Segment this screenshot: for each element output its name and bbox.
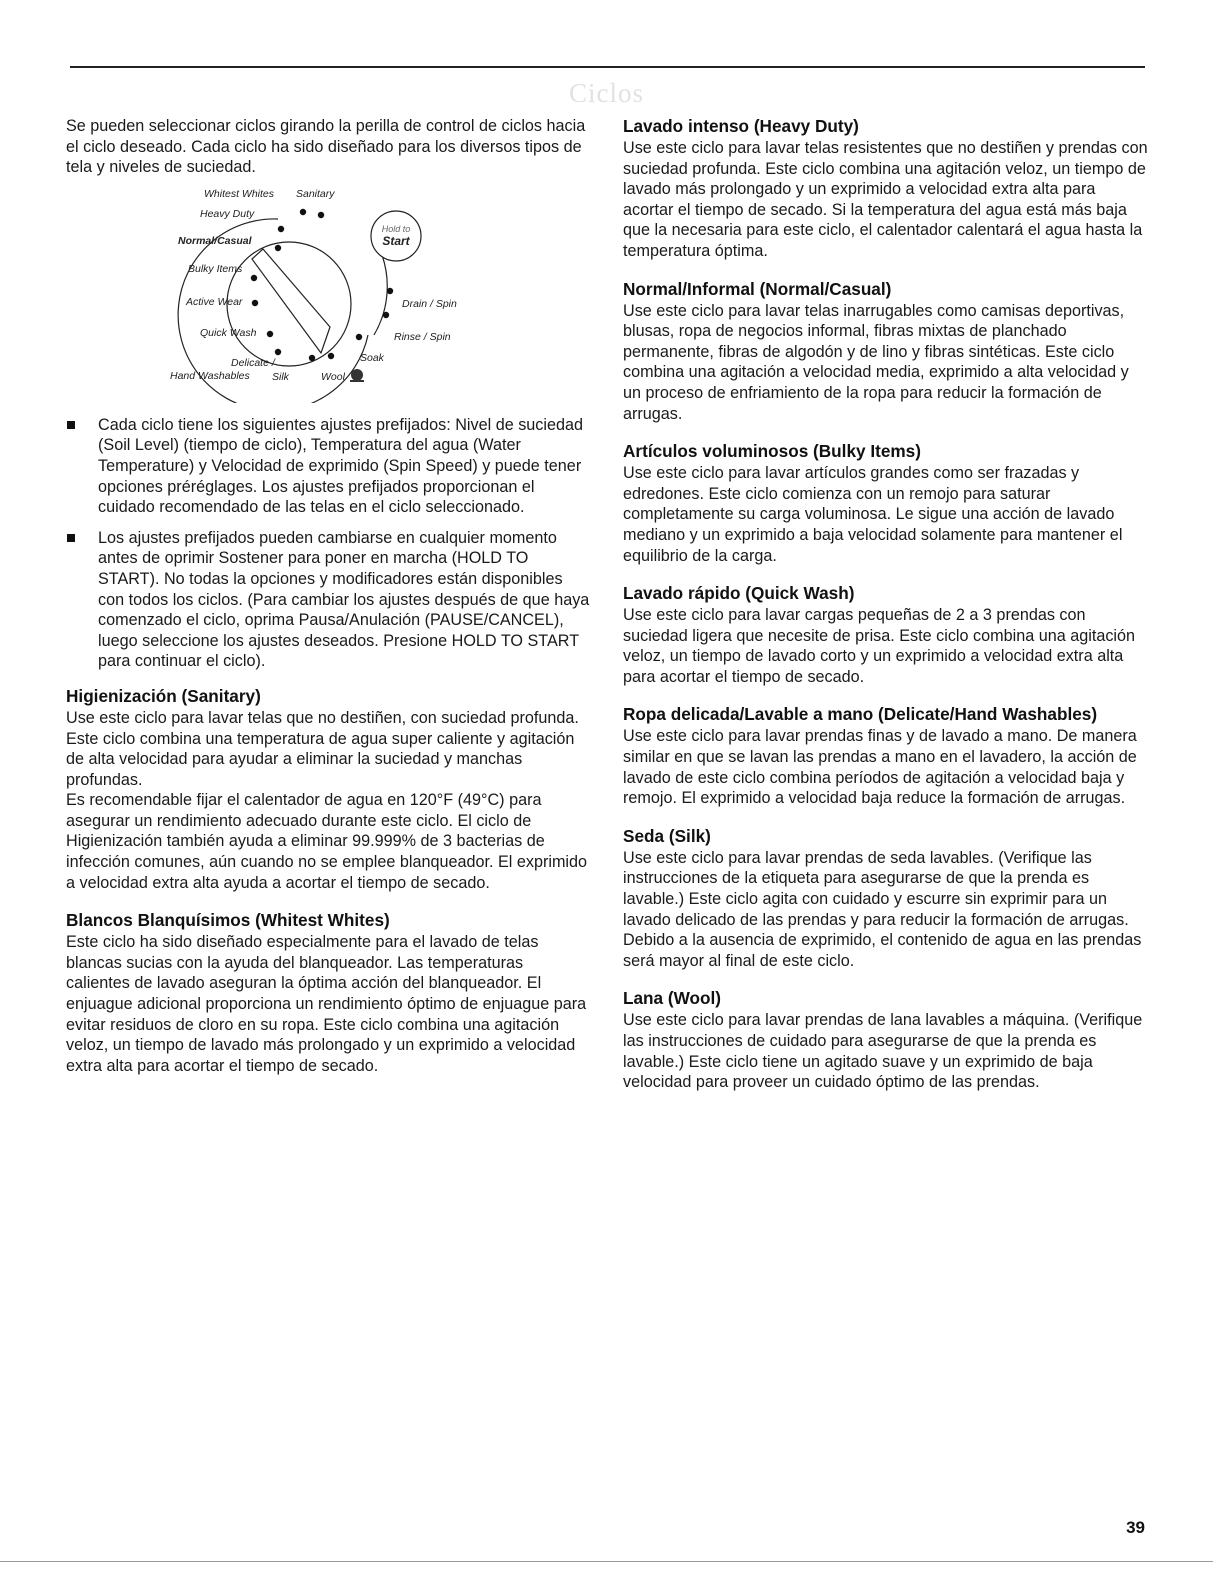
section-bulky-items bbox=[623, 441, 1148, 566]
section-delicate bbox=[623, 704, 1148, 808]
section-heavy-duty bbox=[623, 116, 1148, 262]
section-paragraph: Use este ciclo para lavar telas resistentes que no destiñen y prendas con suciedad profunda. Este ciclo combina una agitación veloz, un tiempo de lavado más prolongado y un exprimido a velocidad extra alta para acortar el tiempo de secado. Si la temperatura del agua está más baja que la necesaria para este ciclo, el calentador calentará el agua hasta la temperatura óptima. bbox=[623, 139, 1148, 260]
label-normal-casual: Normal/Casual bbox=[178, 234, 252, 247]
label-bulky-items: Bulky Items bbox=[188, 262, 243, 275]
section-paragraph: Use este ciclo para lavar telas que no destiñen, con suciedad profunda. Este ciclo combina una temperatura de agua super caliente y agitación de alta velocidad para ayudar a eliminar la suciedad y manchas profundas. bbox=[66, 708, 579, 789]
page-number: 39 bbox=[1126, 1518, 1145, 1537]
list-item: Cada ciclo tiene los siguientes ajustes prefijados: Nivel de suciedad (Soil Level) (tiempo de ciclo), Temperatura del agua (Water Temperature) y Velocidad de exprimido (Spin Speed) y puede tener opciones préréglages. Los ajustes prefijados proporcionan el cuidado recomendado de las telas en el ciclo seleccionado. bbox=[66, 415, 591, 518]
section-quick-wash bbox=[623, 583, 1148, 687]
left-column bbox=[66, 116, 591, 1093]
label-soak: Soak bbox=[360, 351, 384, 364]
dial-outer-ring-right bbox=[374, 255, 387, 335]
section-silk bbox=[623, 826, 1148, 972]
label-wool: Wool bbox=[321, 370, 345, 383]
section-whitest-whites bbox=[66, 910, 591, 1076]
section-paragraph: Use este ciclo para lavar prendas finas y de lavado a mano. De manera similar en que se lavan las prendas a mano en el lavadero, la acción de lavado de este ciclo combina períodos de agitación a velocidad baja y remojo. El exprimido a velocidad baja reduce la formación de arrugas. bbox=[623, 727, 1137, 808]
hold-to-label: Hold to bbox=[381, 223, 411, 234]
section-paragraph: Use este ciclo para lavar prendas de lana lavables a máquina. (Verifique las instrucciones de cuidado para asegurarse de que la prenda es lavable.) Este ciclo tiene un agitado suave y un exprimido de baja velocidad para proveer un cuidado óptimo de las prendas. bbox=[623, 1011, 1143, 1092]
section-heading: Ropa delicada/Lavable a mano (Delicate/Hand Washables) bbox=[623, 704, 1098, 725]
section-paragraph: Use este ciclo para lavar telas inarrugables como camisas deportivas, blusas, ropa de negocios informal, fibras mixtas de planchado permanente, fibras de algodón y de lino y fibras sintéticas. Este ciclo combina una agitación a velocidad media, exprimido a alta velocidad y un proceso de enfriamiento de la ropa para reducir la formación de arrugas. bbox=[623, 301, 1129, 423]
section-heading: Lavado rápido (Quick Wash) bbox=[623, 583, 855, 604]
label-active-wear: Active Wear bbox=[186, 295, 243, 308]
section-normal-casual bbox=[623, 279, 1148, 425]
section-paragraph: Use este ciclo para lavar cargas pequeñas de 2 a 3 prendas con suciedad ligera que necesite de prisa. Este ciclo combina una agitación veloz, un tiempo de lavado corto y un exprimido a velocidad extra alta para acortar el tiempo de secado. bbox=[623, 606, 1136, 686]
page-title: Ciclos bbox=[568, 78, 644, 108]
section-wool bbox=[623, 988, 1148, 1092]
section-paragraph: Es recomendable fijar el calentador de agua en 120°F (49°C) para asegurar un rendimiento adecuado durante este ciclo. El ciclo de Higienización también ayuda a eliminar 99.999% de 3 bacterias de infección comunes, aún cuando no se emplee blanqueador. El exprimido a velocidad extra alta ayuda a acortar el tiempo de secado. bbox=[66, 791, 588, 892]
section-paragraph: Este ciclo ha sido diseñado especialmente para el lavado de telas blancas sucias con la ayuda del blanqueador. Las temperaturas calientes de lavado aseguran la óptima acción del blanqueador. El enjuague adicional proporciona un rendimiento óptimo de enjuague para evitar residuos de cloro en su ropa. Este ciclo combina una agitación veloz, un tiempo de lavado más prolongado y un exprimido a velocidad extra alta para acortar el tiempo de secado. bbox=[66, 933, 587, 1075]
label-quick-wash: Quick Wash bbox=[200, 326, 257, 339]
preset-notes-list bbox=[66, 415, 591, 672]
label-drain-spin: Drain / Spin bbox=[402, 297, 457, 310]
section-sanitary bbox=[66, 686, 591, 893]
section-paragraph: Use este ciclo para lavar artículos grandes como ser frazadas y edredones. Este ciclo comienza con un remojo para saturar completamente su carga voluminosa. Le sigue una acción de lavado mediano y un exprimido a baja velocidad solamente para mantener el equilibrio de la carga. bbox=[623, 464, 1123, 565]
label-delicate: Delicate / bbox=[231, 356, 275, 369]
list-item: Los ajustes prefijados pueden cambiarse en cualquier momento antes de oprimir Sostener para poner en marcha (HOLD TO START). No todas la opciones y modificadores están disponibles con todos los ciclos. (Para cambiar los ajustes después de que haya comenzado el ciclo, oprima Pausa/Anulación (PAUSE/CANCEL), luego seleccione los ajustes deseados. Presione HOLD TO START para continuar el ciclo). bbox=[66, 528, 591, 672]
section-heading: Artículos voluminosos (Bulky Items) bbox=[623, 441, 921, 462]
bottom-rule bbox=[0, 1561, 1213, 1562]
section-heading: Higienización (Sanitary) bbox=[66, 685, 261, 706]
start-label: Start bbox=[382, 233, 410, 248]
label-silk: Silk bbox=[272, 370, 289, 383]
label-rinse-spin: Rinse / Spin bbox=[394, 330, 451, 343]
right-column bbox=[623, 116, 1148, 1110]
section-heading: Lana (Wool) bbox=[623, 988, 722, 1009]
label-whitest-whites: Whitest Whites bbox=[204, 187, 275, 200]
cycle-dial-svg bbox=[66, 185, 591, 403]
section-heading: Seda (Silk) bbox=[623, 825, 711, 846]
cycle-dial-illustration bbox=[66, 185, 591, 403]
intro-paragraph: Se pueden seleccionar ciclos girando la perilla de control de ciclos hacia el ciclo deseado. Cada ciclo ha sido diseñado para los diversos tipos de tela y niveles de suciedad. bbox=[66, 117, 586, 177]
dial-pointer bbox=[252, 249, 330, 353]
top-rule bbox=[70, 66, 1145, 68]
dial-knob bbox=[227, 242, 351, 366]
label-sanitary: Sanitary bbox=[296, 187, 335, 200]
section-heading: Lavado intenso (Heavy Duty) bbox=[623, 116, 859, 136]
section-paragraph: Use este ciclo para lavar prendas de seda lavables. (Verifique las instrucciones de la etiqueta para asegurarse de que la prenda es lavable.) Este ciclo agita con cuidado y escurre sin exprimir para un lavado delicado de las prendas y para reducir la formación de arrugas. Debido a la ausencia de exprimido, el contenido de agua en las prendas será mayor al final de este ciclo. bbox=[623, 848, 1142, 970]
label-hand-washables: Hand Washables bbox=[170, 369, 250, 382]
label-heavy-duty: Heavy Duty bbox=[200, 207, 255, 220]
section-heading: Normal/Informal (Normal/Casual) bbox=[623, 278, 892, 299]
section-heading: Blancos Blanquísimos (Whitest Whites) bbox=[66, 910, 390, 931]
